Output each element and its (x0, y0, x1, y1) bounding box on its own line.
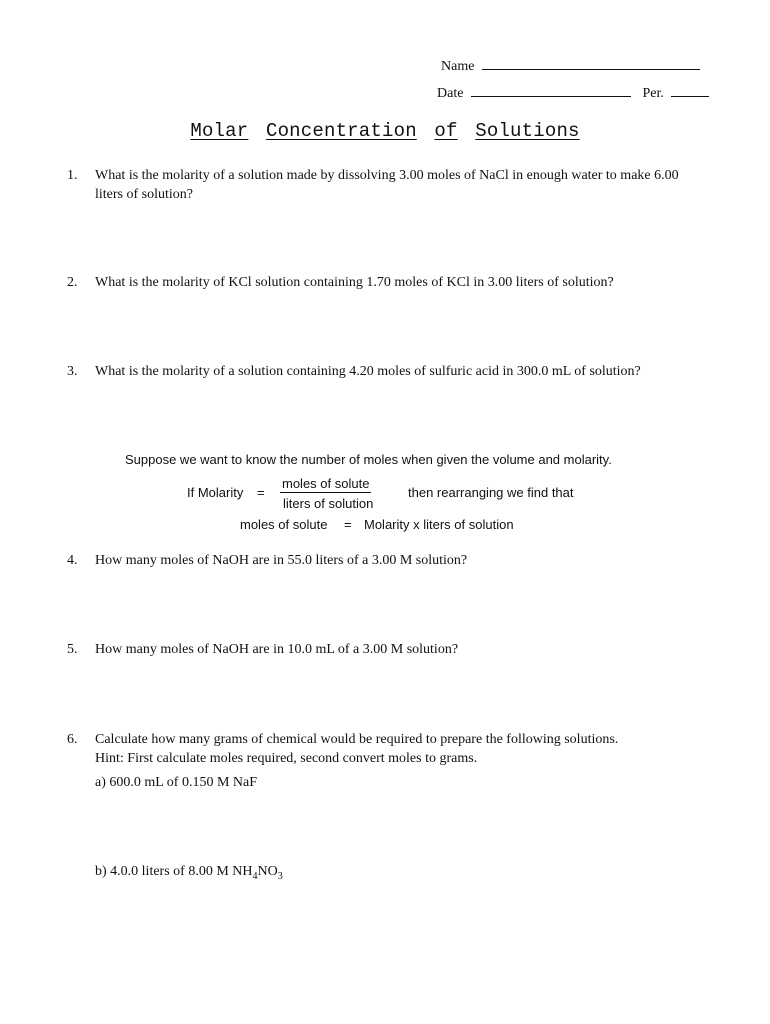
question-3 (67, 362, 707, 381)
question-text: How many moles of NaOH are in 10.0 mL of a 3.00 M solution? (95, 642, 459, 657)
title-word: Solutions (475, 120, 580, 142)
question-number: 6. (67, 732, 78, 747)
worksheet-title (0, 120, 770, 142)
subpart-a: a) 600.0 mL of 0.150 M NaF (95, 775, 258, 790)
period-label: Per. (642, 86, 664, 101)
subpart-b (95, 862, 283, 886)
question-number: 3. (67, 364, 78, 379)
question-number: 1. (67, 168, 78, 183)
date-field-row (437, 84, 709, 102)
question-text: What is the molarity of a solution containing 4.20 moles of sulfuric acid in 300.0 mL of solution? (95, 364, 641, 379)
question-number: 5. (67, 642, 78, 657)
name-field-row (441, 57, 700, 75)
then-rearranging-text: then rearranging we find that (408, 485, 574, 500)
result-equals-sign: = (344, 517, 352, 532)
date-field-line[interactable] (471, 84, 631, 97)
subpart-b-mid: NO (257, 864, 278, 879)
subpart-b-prefix: b) 4.0.0 liters of 8.00 M NH (95, 864, 253, 879)
question-hint: Hint: First calculate moles required, second convert moles to grams. (95, 751, 478, 766)
period-field-line[interactable] (671, 84, 709, 97)
title-word: Concentration (265, 120, 417, 142)
title-word: Molar (190, 120, 249, 142)
question-text: What is the molarity of a solution made by dissolving 3.00 moles of NaCl in enough water to make 6.00 liters of solution? (95, 168, 679, 202)
subscript: 3 (277, 870, 283, 882)
question-number: 2. (67, 275, 78, 290)
name-label: Name (441, 59, 475, 74)
result-rhs: Molarity x liters of solution (364, 517, 514, 532)
result-lhs: moles of solute (240, 517, 328, 532)
question-2 (67, 273, 707, 292)
fraction-numerator: moles of solute (282, 476, 370, 491)
date-label: Date (437, 86, 464, 101)
name-field-line[interactable] (482, 57, 700, 70)
if-molarity-label: If Molarity (187, 485, 244, 500)
fraction-denominator: liters of solution (283, 496, 374, 511)
question-number: 4. (67, 553, 78, 568)
question-text: How many moles of NaOH are in 55.0 liters of a 3.00 M solution? (95, 553, 468, 568)
question-1 (67, 166, 707, 204)
subscript: 4 (252, 870, 258, 882)
formula-intro: Suppose we want to know the number of moles when given the volume and molarity. (125, 452, 612, 467)
question-5 (67, 640, 707, 659)
question-text: What is the molarity of KCl solution containing 1.70 moles of KCl in 3.00 liters of solution? (95, 275, 614, 290)
question-6 (67, 730, 707, 768)
question-text: Calculate how many grams of chemical would be required to prepare the following solutions. (95, 732, 619, 747)
equals-sign: = (257, 485, 265, 500)
title-word: of (434, 120, 458, 142)
question-4 (67, 551, 707, 570)
